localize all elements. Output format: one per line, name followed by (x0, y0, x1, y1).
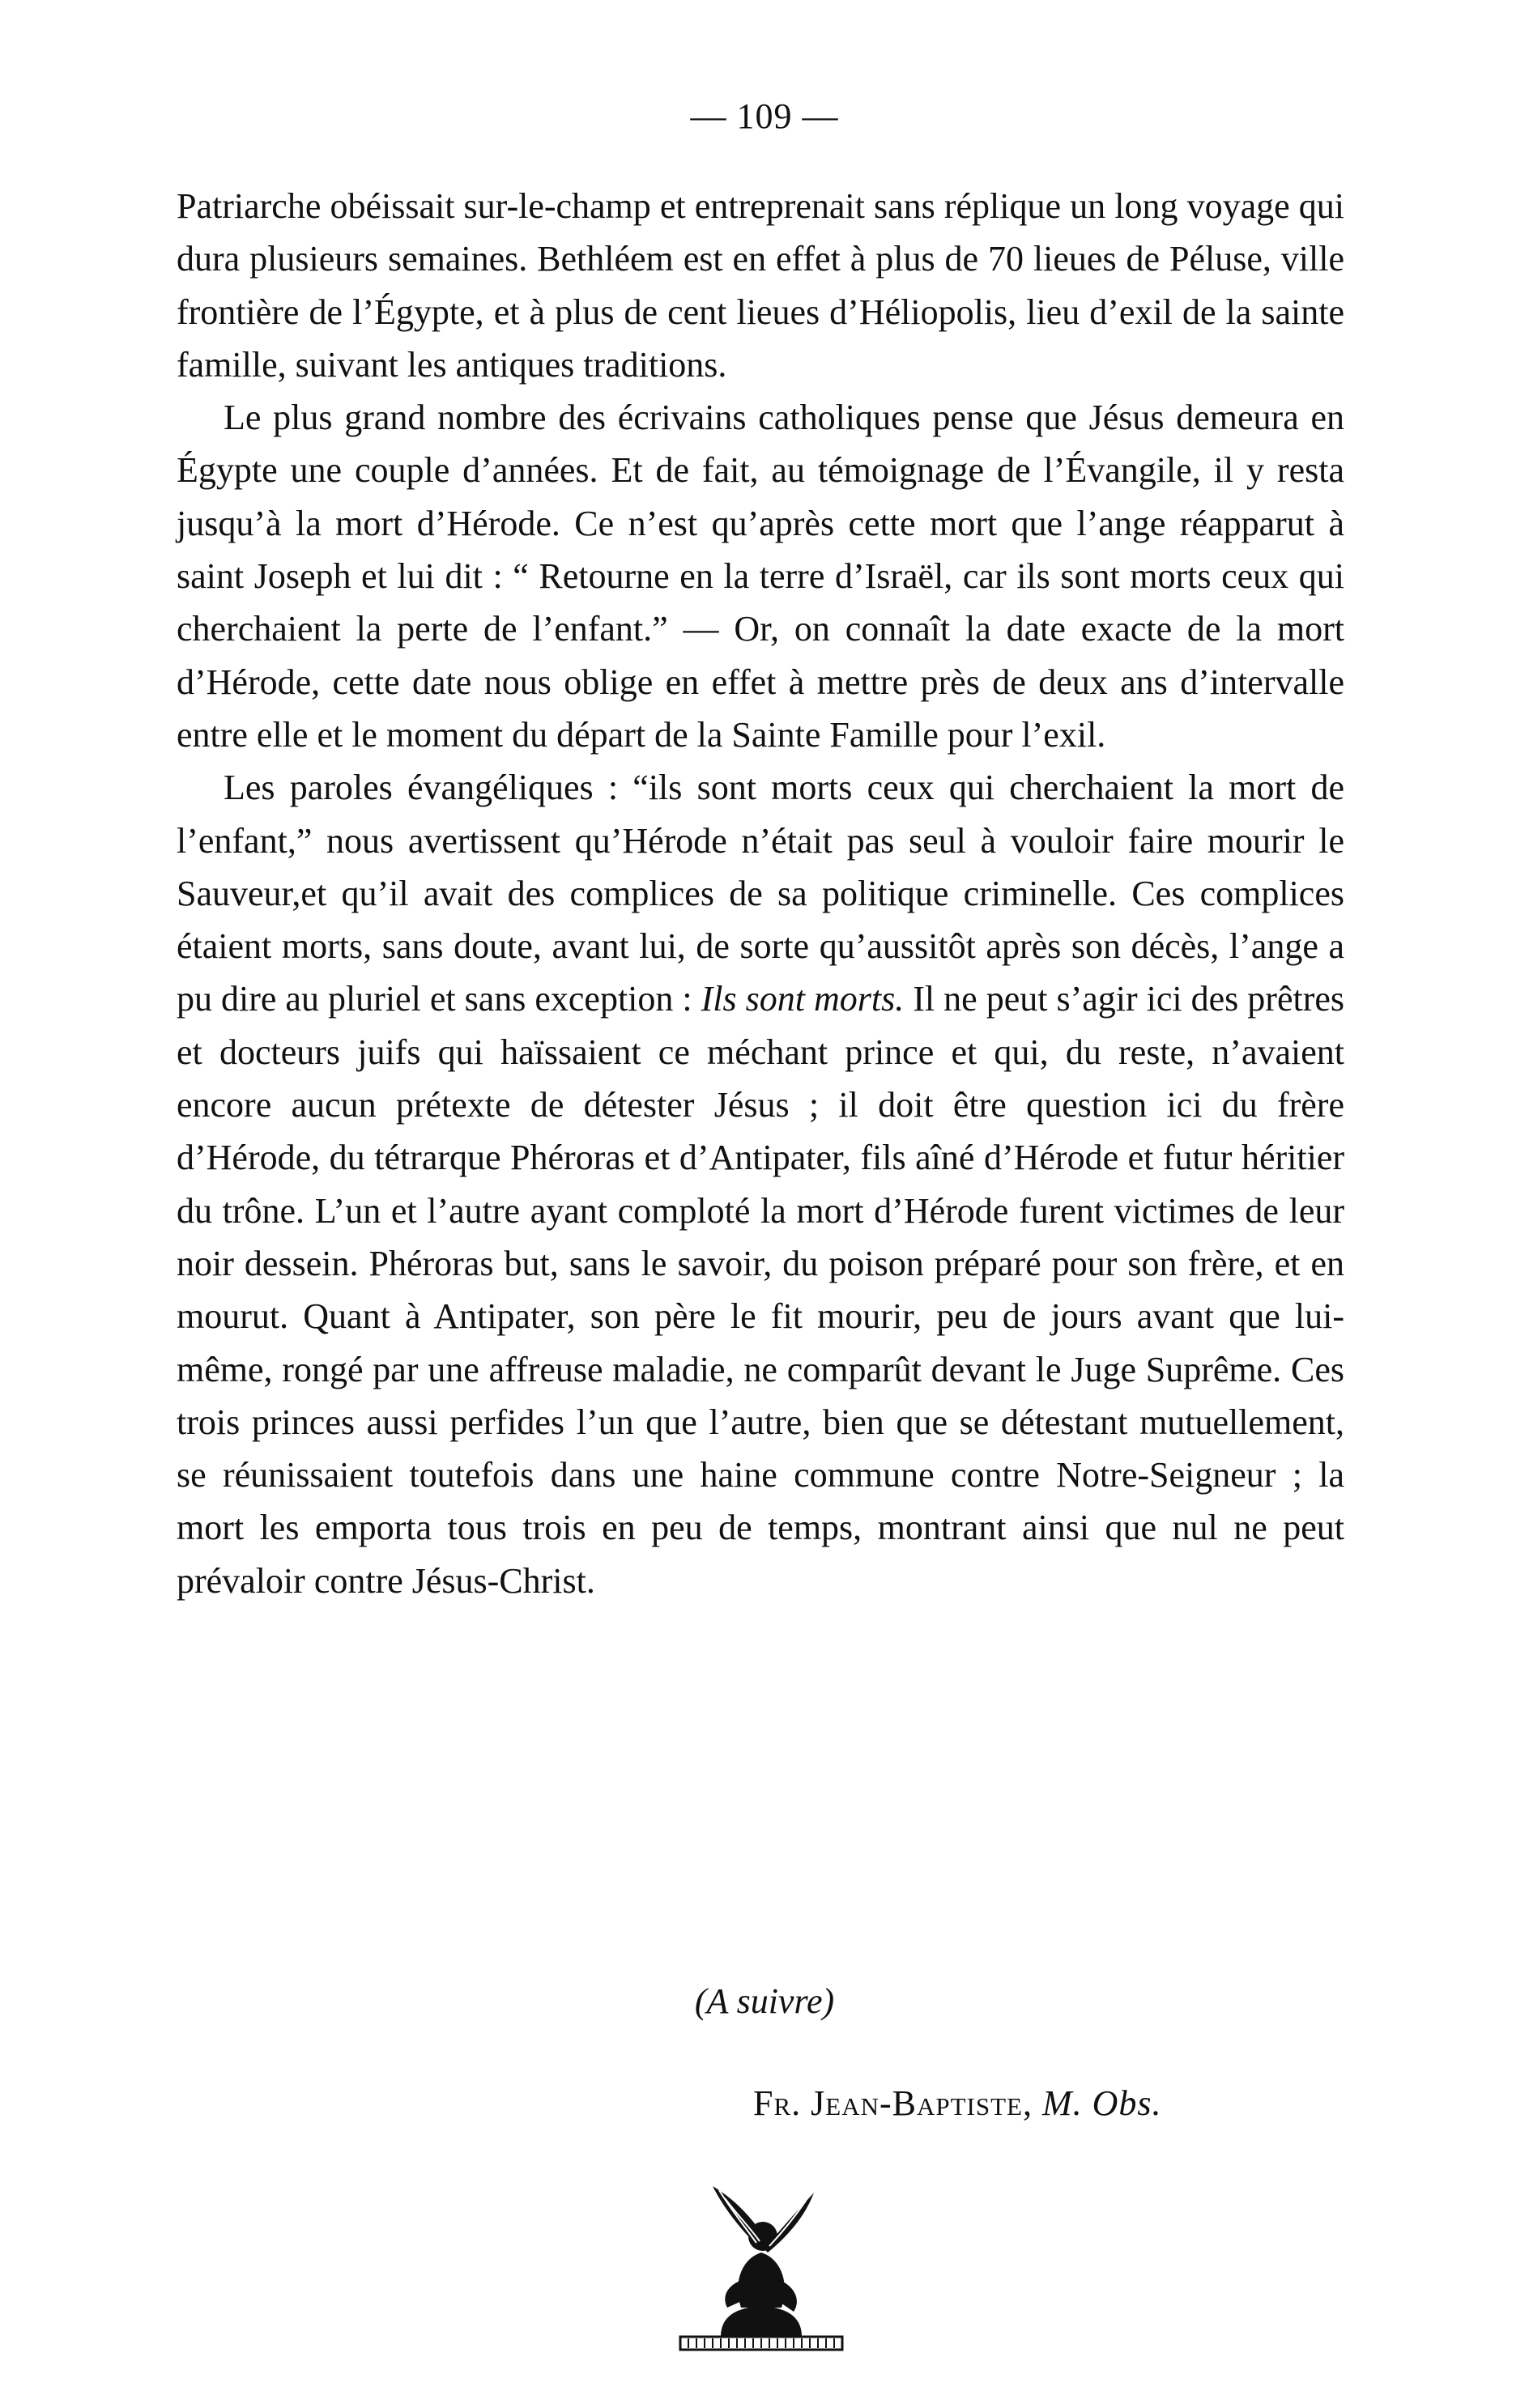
to-be-continued: (A suivre) (694, 1981, 835, 2021)
author-order: M. Obs. (1041, 2083, 1162, 2123)
paragraph-3-text-before: Les paroles évangéliques : “ils sont morts ceux qui cherchaient la mort de l’enfant,” nous avertissent qu’Hérode n’était pas seul à vouloir faire mourir le Sauveur,et qu’il avait des complices de sa politique criminelle. Ces complices étaient morts, sans doute, avant lui, de sorte qu’aussitôt après son décès, l’ange a pu dire au pluriel et sans exception : (177, 768, 1344, 1019)
printer-ornament-icon (664, 2178, 858, 2364)
author-signature (753, 2083, 1162, 2124)
body-text (177, 180, 1344, 1607)
paragraph-3-italic-quote: Ils sont morts. (701, 979, 905, 1019)
page-number: — 109 — (690, 96, 839, 136)
paragraph-2: Le plus grand nombre des écrivains catholiques pense que Jésus demeura en Égypte une couple d’années. Et de fait, au témoignage de l’Évangile, il y resta jusqu’à la mort d’Hérode. Ce n’est qu’après cette mort que l’ange réapparut à saint Joseph et lui dit : “ Retourne en la terre d’Israël, car ils sont morts ceux qui cherchaient la perte de l’enfant.” — Or, on connaît la date exacte de la mort d’Hérode, cette date nous oblige en effet à mettre près de deux ans d’intervalle entre elle et le moment du départ de la Sainte Famille pour l’exil. (177, 398, 1344, 755)
paragraph-1: Patriarche obéissait sur-le-champ et entreprenait sans réplique un long voyage qui dura plusieurs semaines. Bethléem est en effet à plus de 70 lieues de Péluse, ville frontière de l’Égypte, et à plus de cent lieues d’Héliopolis, lieu d’exil de la sainte famille, suivant les antiques traditions. (177, 186, 1344, 385)
paragraph-3 (177, 761, 1344, 1607)
author-name: Fr. Jean-Baptiste, (753, 2083, 1033, 2123)
paragraph-3-text-after: Il ne peut s’agir ici des prêtres et docteurs juifs qui haïssaient ce méchant prince et qui, du reste, n’avaient encore aucun prétexte de détester Jésus ; il doit être question ici du frère d’Hérode, du tétrarque Phéroras et d’Antipater, fils aîné d’Hérode et futur héritier du trône. L’un et l’autre ayant comploté la mort d’Hérode furent victimes de leur noir dessein. Phéroras but, sans le savoir, du poison préparé pour son frère, et en mourut. Quant à Antipater, son père le fit mourir, peu de jours avant que lui-même, rongé par une affreuse maladie, ne comparût devant le Juge Suprême. Ces trois princes aussi perfides l’un que l’autre, bien que se détestant mutuellement, se réunissaient toutefois dans une haine commune contre Notre-Seigneur ; la mort les emporta tous trois en peu de temps, montrant ainsi que nul ne peut prévaloir contre Jésus-Christ. (177, 979, 1345, 1601)
